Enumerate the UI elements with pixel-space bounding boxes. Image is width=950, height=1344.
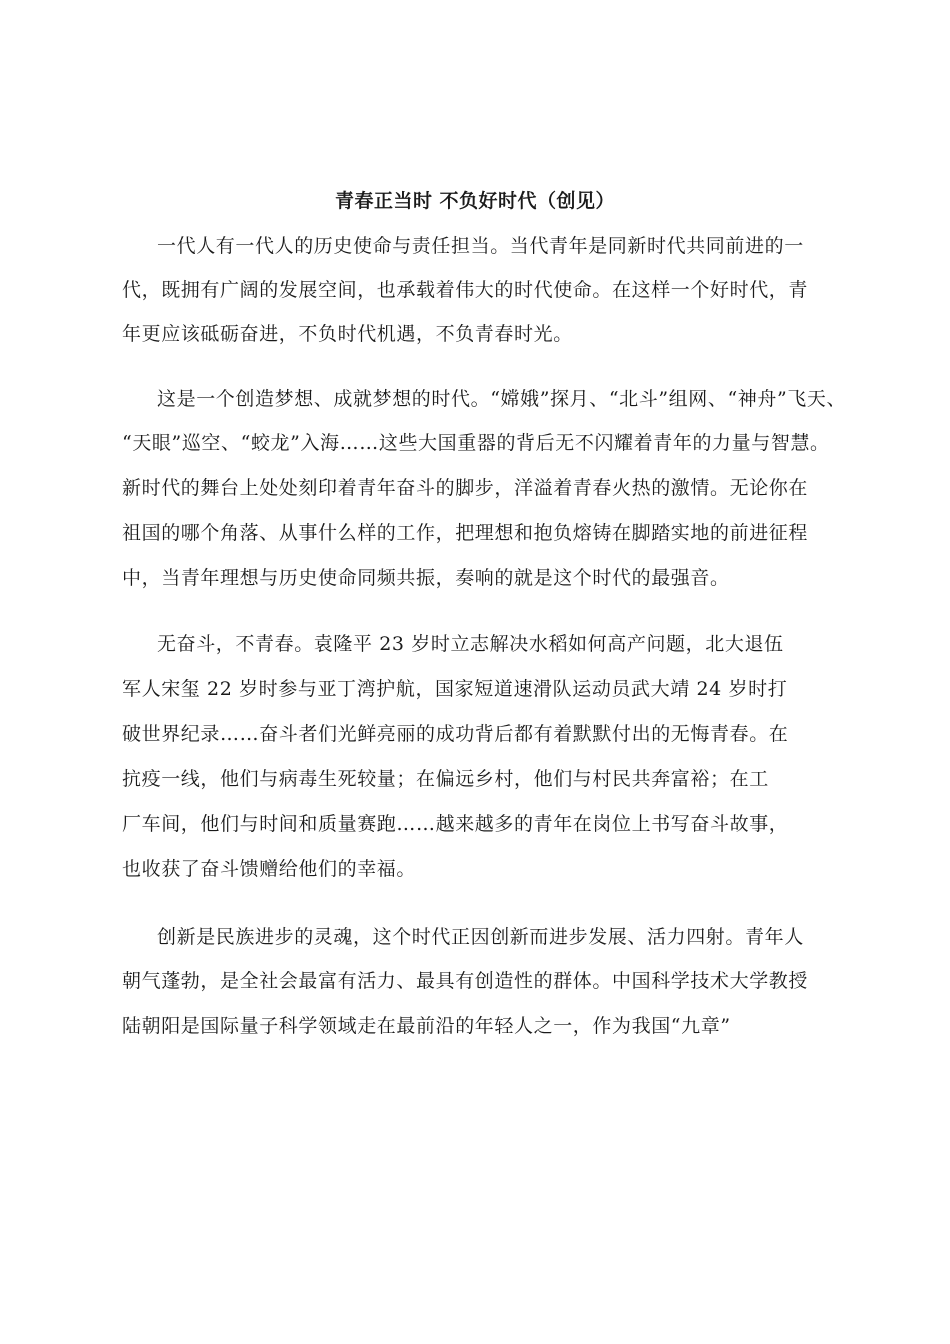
paragraph-3-line-3: 破世界纪录……奋斗者们光鲜亮丽的成功背后都有着默默付出的无悔青春。在: [122, 723, 789, 745]
article-title: 青春正当时 不负好时代（创见）: [334, 190, 616, 212]
paragraph-4-line-3: 陆朝阳是国际量子科学领域走在最前沿的年轻人之一，作为我国“九章”: [122, 1015, 731, 1037]
paragraph-2-line-5: 中，当青年理想与历史使命同频共振，奏响的就是这个时代的最强音。: [122, 567, 730, 589]
paragraph-2-line-2: “天眼”巡空、“蛟龙”入海……这些大国重器的背后无不闪耀着青年的力量与智慧。: [122, 432, 830, 454]
paragraph-3-line-2: 军人宋玺 22 岁时参与亚丁湾护航，国家短道速滑队运动员武大靖 24 岁时打: [122, 678, 788, 700]
paragraph-3-line-1: 无奋斗，不青春。袁隆平 23 岁时立志解决水稻如何高产问题，北大退伍: [157, 633, 784, 655]
paragraph-4-line-1: 创新是民族进步的灵魂，这个时代正因创新而进步发展、活力四射。青年人: [157, 926, 804, 948]
paragraph-1-line-2: 代，既拥有广阔的发展空间，也承载着伟大的时代使命。在这样一个好时代，青: [122, 279, 809, 301]
paragraph-2-line-1: 这是一个创造梦想、成就梦想的时代。“嫦娥”探月、“北斗”组网、“神舟”飞天、: [157, 388, 847, 410]
paragraph-2-line-4: 祖国的哪个角落、从事什么样的工作，把理想和抱负熔铸在脚踏实地的前进征程: [122, 522, 809, 544]
paragraph-3-line-5: 厂车间，他们与时间和质量赛跑……越来越多的青年在岗位上书写奋斗故事，: [122, 813, 789, 835]
paragraph-3-line-4: 抗疫一线，他们与病毒生死较量；在偏远乡村，他们与村民共奔富裕；在工: [122, 768, 769, 790]
paragraph-1-line-1: 一代人有一代人的历史使命与责任担当。当代青年是同新时代共同前进的一: [157, 235, 804, 257]
paragraph-3-line-6: 也收获了奋斗馈赠给他们的幸福。: [122, 858, 417, 880]
paragraph-1-line-3: 年更应该砥砺奋进，不负时代机遇，不负青春时光。: [122, 323, 573, 345]
paragraph-2-line-3: 新时代的舞台上处处刻印着青年奋斗的脚步，洋溢着青春火热的激情。无论你在: [122, 477, 809, 499]
paragraph-4-line-2: 朝气蓬勃，是全社会最富有活力、最具有创造性的群体。中国科学技术大学教授: [122, 970, 809, 992]
